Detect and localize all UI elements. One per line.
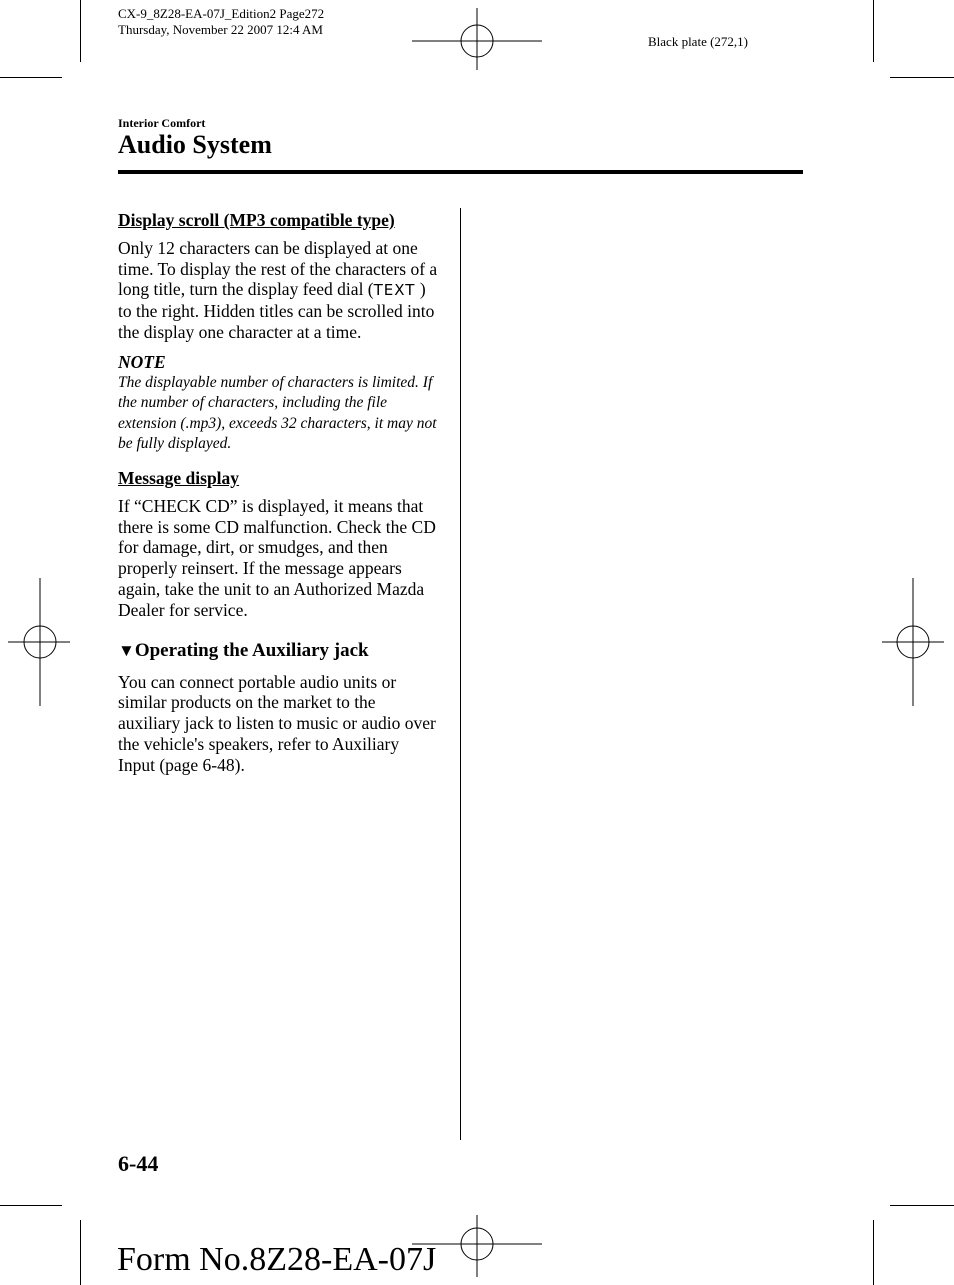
print-header-file: CX-9_8Z28-EA-07J_Edition2 Page272: [118, 6, 325, 21]
message-display-paragraph: If “CHECK CD” is displayed, it means that there is some CD malfunction. Check the CD for damage, dirt, or smudges, and then properly reinsert. If the message appears again, take the unit to an Authorized Mazda Dealer for service.: [118, 495, 436, 620]
note-text: The displayable number of characters is limited. If the number of characters, including the file extension (.mp3), exceeds 32 characters, it may not be fully displayed.: [118, 373, 437, 453]
note-title: NOTE: [118, 351, 166, 372]
display-scroll-text-2: ) to the right. Hidden titles can be scrolled into the display one character at a time.: [118, 279, 435, 342]
crop-mark: [0, 1205, 62, 1206]
registration-mark-right: [882, 578, 944, 706]
print-header-date: Thursday, November 22 2007 12:4 AM: [118, 22, 323, 37]
crop-mark: [80, 1220, 81, 1285]
registration-mark-top: [412, 8, 542, 70]
title-rule: [118, 170, 803, 174]
column-divider: [460, 208, 461, 1140]
left-column: [118, 210, 438, 776]
crop-mark: [890, 1205, 954, 1206]
aux-jack-heading: [118, 639, 438, 663]
page-number: 6-44: [118, 1151, 159, 1176]
display-scroll-paragraph: [118, 238, 438, 343]
page-title: Audio System: [118, 130, 272, 159]
aux-jack-heading-text: Operating the Auxiliary jack: [134, 639, 369, 661]
aux-jack-paragraph: You can connect portable audio units or similar products on the market to the auxiliary jack to listen to music or audio over the vehicle's speakers, refer to Auxiliary Input (page 6-48).: [118, 671, 436, 775]
message-display-heading: Message display: [118, 467, 240, 488]
text-dial-label: TEXT: [373, 281, 416, 300]
triangle-marker-icon: ▼: [118, 640, 135, 660]
crop-mark: [890, 77, 954, 78]
display-scroll-heading: Display scroll (MP3 compatible type): [118, 210, 395, 230]
display-scroll-text-1: Only 12 characters can be displayed at one time. To display the rest of the characters of a long title, turn the display feed dial (: [118, 237, 438, 300]
crop-mark: [873, 1220, 874, 1285]
crop-mark: [873, 0, 874, 62]
form-number: Form No.8Z28-EA-07J: [117, 1241, 437, 1278]
print-header: [118, 6, 324, 38]
registration-mark-left: [8, 578, 70, 706]
black-plate-label: Black plate (272,1): [648, 34, 748, 49]
crop-mark: [0, 77, 62, 78]
crop-mark: [80, 0, 81, 62]
section-label: Interior Comfort: [118, 116, 206, 130]
